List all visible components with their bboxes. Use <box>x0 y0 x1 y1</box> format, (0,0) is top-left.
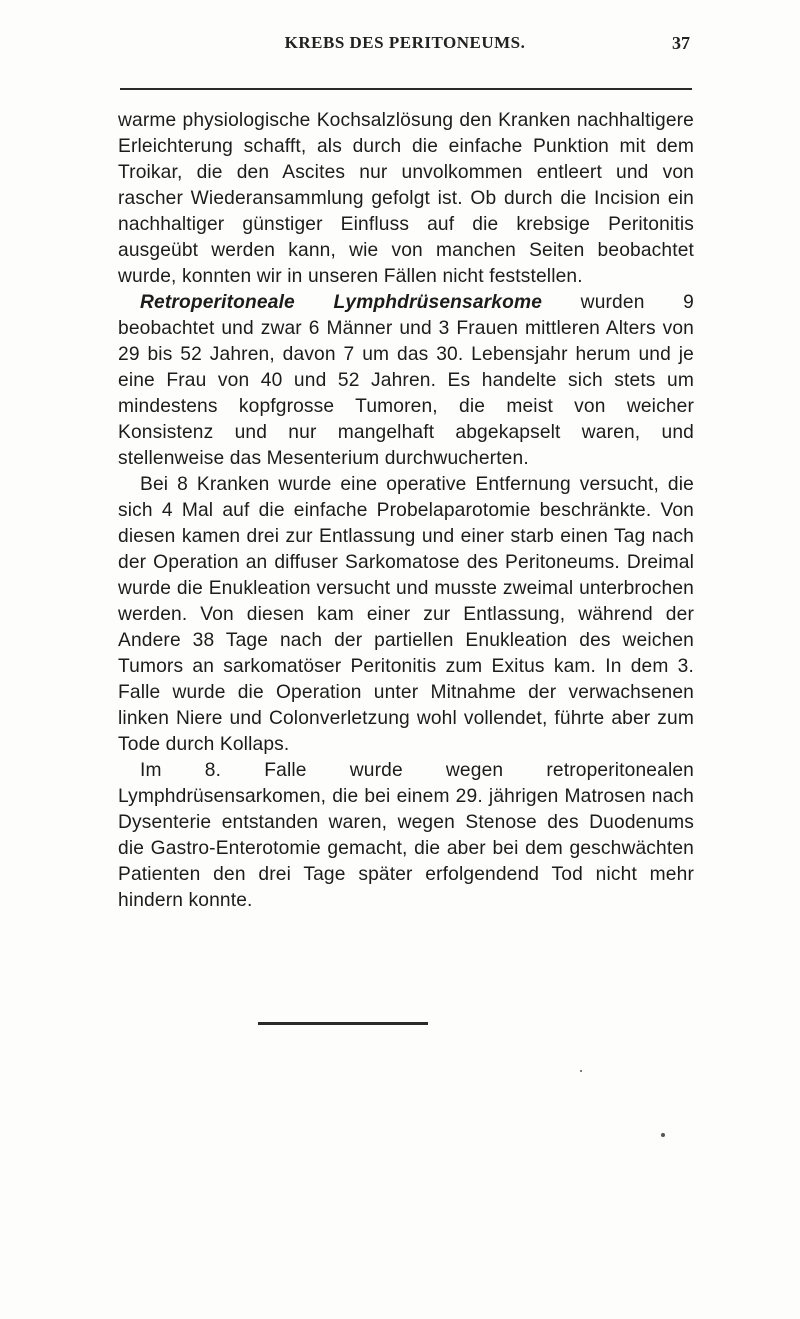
body-text <box>118 108 694 914</box>
ink-speck <box>661 1133 665 1137</box>
paragraph-1-text: warme physiologische Kochsalzlösung den Kranken nachhaltigere Erleichterung schafft, als durch die einfache Punktion mit dem Troikar, die den Ascites nur unvolkommen entleert und von rascher Wiederansammlung gefolgt ist. Ob durch die Incision ein nachhaltiger günstiger Einfluss auf die krebsige Peritonitis ausgeübt werden kann, wie von manchen Seiten beobachtet wurde, konnten wir in unseren Fällen nicht feststellen. <box>118 110 694 287</box>
paragraph-4-text: Im 8. Falle wurde wegen retroperitonealen Lymphdrüsensarkomen, die bei einem 29. jährigen Matrosen nach Dysenterie entstanden waren, wegen Stenose des Duodenums die Gastro-Enterotomie gemacht, die aber bei dem geschwächten Patienten den drei Tage später erfolgendend Tod nicht mehr hindern konnte. <box>118 760 694 911</box>
paragraph-3 <box>118 472 694 758</box>
end-rule <box>258 1022 428 1025</box>
paragraph-2-text: wurden 9 beobachtet und zwar 6 Männer und 3 Frauen mittleren Alters von 29 bis 52 Jahren, davon 7 um das 30. Lebensjahr herum und je eine Frau von 40 und 52 Jahren. Es handelte sich stets um mindestens kopfgrosse Tumoren, die meist von weicher Konsistenz und nur mangelhaft abgekapselt waren, und stellenweise das Mesenterium durchwucherten. <box>118 292 694 469</box>
header-rule <box>120 88 692 90</box>
paragraph-2-lead: Retroperitoneale Lymphdrüsensarkome <box>140 292 543 313</box>
running-title: KREBS DES PERITONEUMS. <box>284 33 526 52</box>
ink-speck <box>580 1070 582 1072</box>
paragraph-3-text: Bei 8 Kranken wurde eine operative Entfernung versucht, die sich 4 Mal auf die einfache Probelaparotomie beschränkte. Von diesen kamen drei zur Entlassung und einer starb einen Tag nach der Operation an diffuser Sarkomatose des Peritoneums. Dreimal wurde die Enukleation versucht und musste zweimal unterbrochen werden. Von diesen kam einer zur Entlassung, während der Andere 38 Tage nach der partiellen Enukleation des weichen Tumors an sarkomatöser Peritonitis zum Exitus kam. In dem 3. Falle wurde die Operation unter Mitnahme der verwachsenen linken Niere und Colonverletzung wohl vollendet, führte aber zum Tode durch Kollaps. <box>118 474 694 755</box>
paragraph-2 <box>118 290 694 472</box>
page-number: 37 <box>672 33 690 53</box>
running-head <box>120 30 690 60</box>
paragraph-1 <box>118 108 694 290</box>
paragraph-4 <box>118 758 694 914</box>
